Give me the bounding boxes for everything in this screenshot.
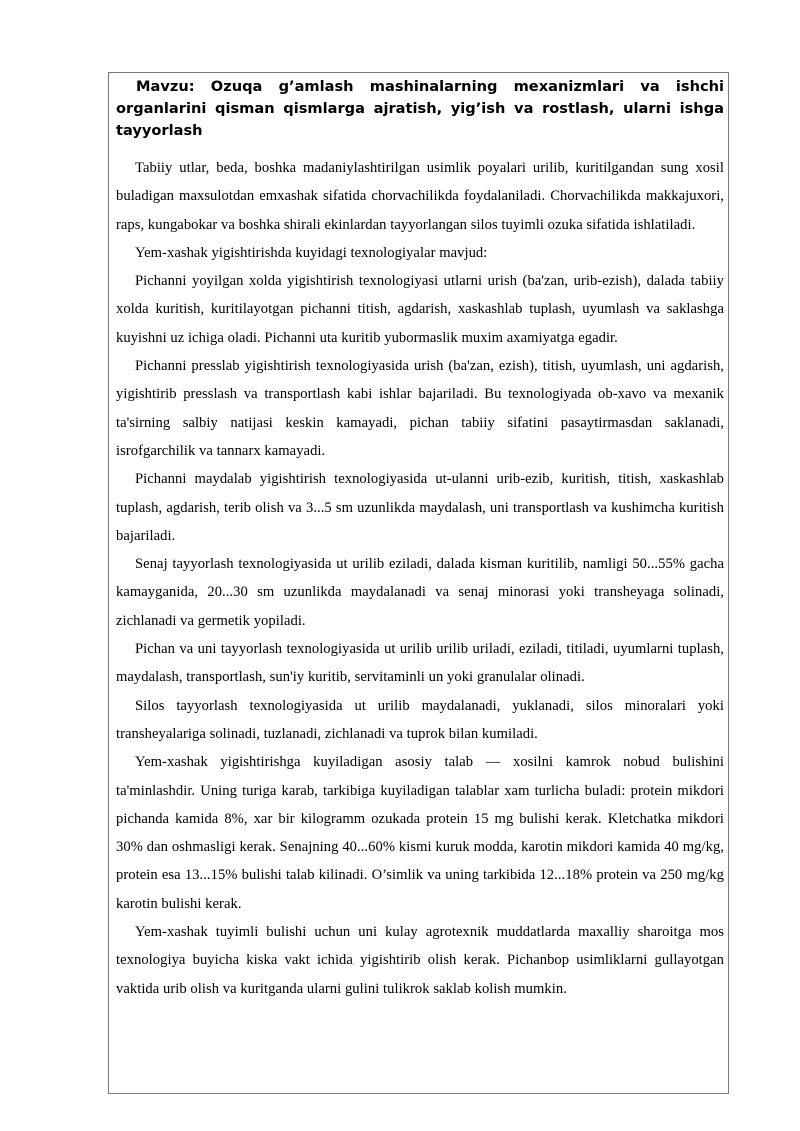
paragraph-1: Tabiiy utlar, beda, boshka madaniylashtirilgan usimlik poyalari urilib, kuritilgandan sung xosil buladigan maxsulotdan emxashak sifatida chorvachilikda foydalaniladi. Chorvachilikda makkajuxori, raps, kungabokar va boshka shirali ekinlardan tayyorlangan silos tuyimli ozuka sifatida ishlatiladi. [116,160,724,233]
paragraph-8: Silos tayyorlash texnologiyasida ut urilib maydalanadi, yuklanadi, silos minoralari yoki transheyalariga solinadi, tuzlanadi, zichlanadi va tuprok bilan kumiladi. [116,697,724,742]
document-body [116,76,724,1003]
paragraph-4: Pichanni presslab yigishtirish texnologiyasida urish (ba'zan, ezish), titish, uyumlash, uni agdarish, yigishtirib presslash va transportlash kabi ishlar bajariladi. Bu texnologiyada ob-xavo va mexanik ta'sirning salbiy natijasi keskin kamayadi, pichan tabiiy sifatini pasaytirmasdan saklanadi, isrofgarchilik va tannarx kamayadi. [116,358,724,459]
paragraph-5: Pichanni maydalab yigishtirish texnologiyasida ut-ulanni urib-ezib, kuritish, titish, xaskashlab tuplash, agdarish, terib olish va 3...5 sm uzunlikda maydalash, uni transportlash va kushimcha kuritish bajariladi. [116,471,724,544]
paragraph-7: Pichan va uni tayyorlash texnologiyasida ut urilib urilib uriladi, eziladi, titiladi, uyumlarni tuplash, maydalash, transportlash, sun'iy kuritib, servitaminli un yoki granulalar olinadi. [116,641,724,686]
paragraph-10: Yem-xashak tuyimli bulishi uchun uni kulay agrotexnik muddatlarda maxalliy sharoitga mos texnologiya buyicha kiska vakt ichida yigishtirib olish kerak. Pichanbop usimliklarni gullayotgan vaktida urib olish va kuritganda ularni gulini tulikrok saklab kolish mumkin. [116,924,724,997]
paragraph-6: Senaj tayyorlash texnologiyasida ut urilib eziladi, dalada kisman kuritilib, namligi 50...55% gacha kamayganida, 20...30 sm uzunlikda maydalanadi va senaj minorasi yoki transheyaga solinadi, zichlanadi va germetik yopiladi. [116,556,724,629]
paragraph-3: Pichanni yoyilgan xolda yigishtirish texnologiyasi utlarni urish (ba'zan, urib-ezish), dalada tabiiy xolda kuritish, kuritilayotgan pichanni titish, agdarish, xaskashlab tuplash, uyumlash va saklashga kuyishni uz ichiga oladi. Pichanni uta kuritib yubormaslik muxim axamiyatga egadir. [116,273,724,346]
paragraph-2: Yem-xashak yigishtirishda kuyidagi texnologiyalar mavjud: [135,244,488,261]
page-title: Mavzu: Ozuqa g’amlash mashinalarning mexanizmlari va ishchi organlarini qisman qismlarga ajratish, yig’ish va rostlash, ularni ishga tayyorlash [116,78,724,139]
paragraph-9: Yem-xashak yigishtirishga kuyiladigan asosiy talab — xosilni kamrok nobud bulishini ta'minlashdir. Uning turiga karab, tarkibiga kuyiladigan talablar xam turlicha buladi: protein mikdori pichanda kamida 8%, xar bir kilogramm ozukada protein 15 mg bulishi kerak. Kletchatka mikdori 30% dan oshmasligi kerak. Senajning 40...60% kismi kuruk modda, karotin mikdori kamida 40 mg/kg, protein esa 13...15% bulishi talab kilinadi. O’simlik va uning tarkibida 12...18% protein va 250 mg/kg karotin bulishi kerak. [116,754,724,912]
